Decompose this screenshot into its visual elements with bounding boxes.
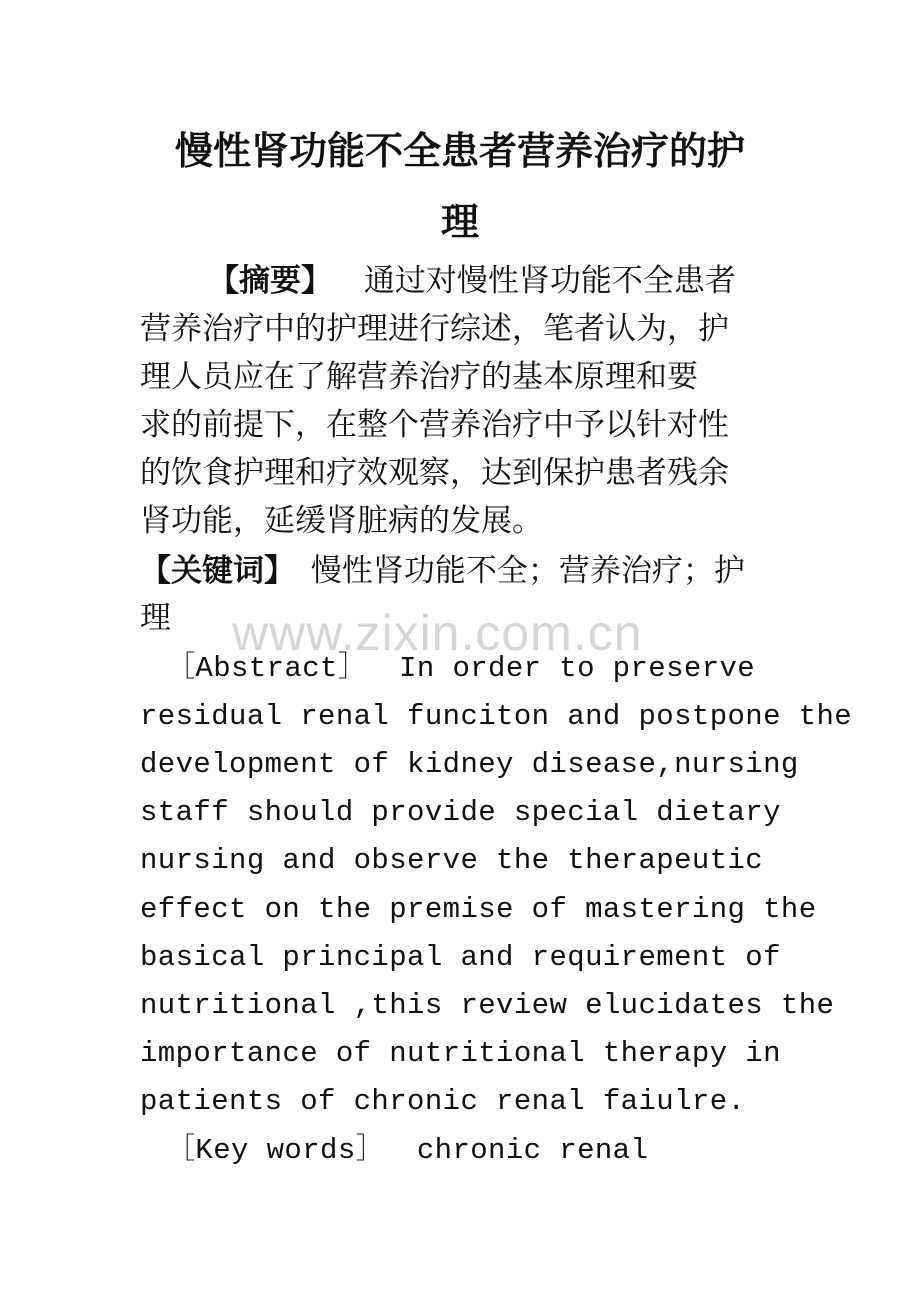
keywords-en-line-1 <box>166 1136 648 1165</box>
abstract-en-line-8: nutritional ,this review elucidates the <box>140 989 835 1022</box>
abstract-en-line-1 <box>166 654 755 683</box>
document-title-line-1: 慢性肾功能不全患者营养治疗的护 <box>174 129 745 173</box>
abstract-en-line-5: nursing and observe the therapeutic <box>140 844 764 877</box>
abstract-zh-text: 通过对慢性肾功能不全患者 <box>363 263 736 299</box>
abstract-zh-line-3: 理人员应在了解营养治疗的基本原理和要 <box>140 359 698 395</box>
keywords-zh-text: 慢性肾功能不全；营养治疗；护 <box>310 553 745 589</box>
watermark: www.zixin.com.cn <box>232 605 643 661</box>
abstract-en-line-2: residual renal funciton and postpone the <box>140 700 853 733</box>
abstract-zh-label: 【摘要】 <box>208 263 332 299</box>
abstract-zh-line-2: 营养治疗中的护理进行综述，笔者认为，护 <box>140 311 729 347</box>
abstract-zh-line-1 <box>208 263 736 299</box>
abstract-en-line-7: basical principal and requirement of <box>140 941 781 974</box>
abstract-zh-line-5: 的饮食护理和疗效观察，达到保护患者残余 <box>140 455 729 491</box>
keywords-en-label: ［Key words］ <box>166 1134 386 1167</box>
abstract-en-line-9: importance of nutritional therapy in <box>140 1037 781 1070</box>
abstract-en-line-4: staff should provide special dietary <box>140 796 781 829</box>
document-title-line-2: 理 <box>440 200 479 244</box>
keywords-en-text: chronic renal <box>416 1134 649 1167</box>
abstract-en-line-3: development of kidney disease,nursing <box>140 748 799 781</box>
abstract-zh-line-6: 肾功能，延缓肾脏病的发展。 <box>140 503 543 539</box>
abstract-en-text: In order to preserve <box>399 652 756 685</box>
abstract-zh-line-4: 求的前提下，在整个营养治疗中予以针对性 <box>140 407 729 443</box>
abstract-en-line-6: effect on the premise of mastering the <box>140 893 817 926</box>
keywords-zh-line-2: 理 <box>140 600 171 636</box>
abstract-en-label: ［Abstract］ <box>166 652 368 685</box>
keywords-zh-line-1 <box>140 553 745 589</box>
keywords-zh-label: 【关键词】 <box>140 553 295 589</box>
abstract-en-line-10: patients of chronic renal faiulre. <box>140 1085 746 1118</box>
